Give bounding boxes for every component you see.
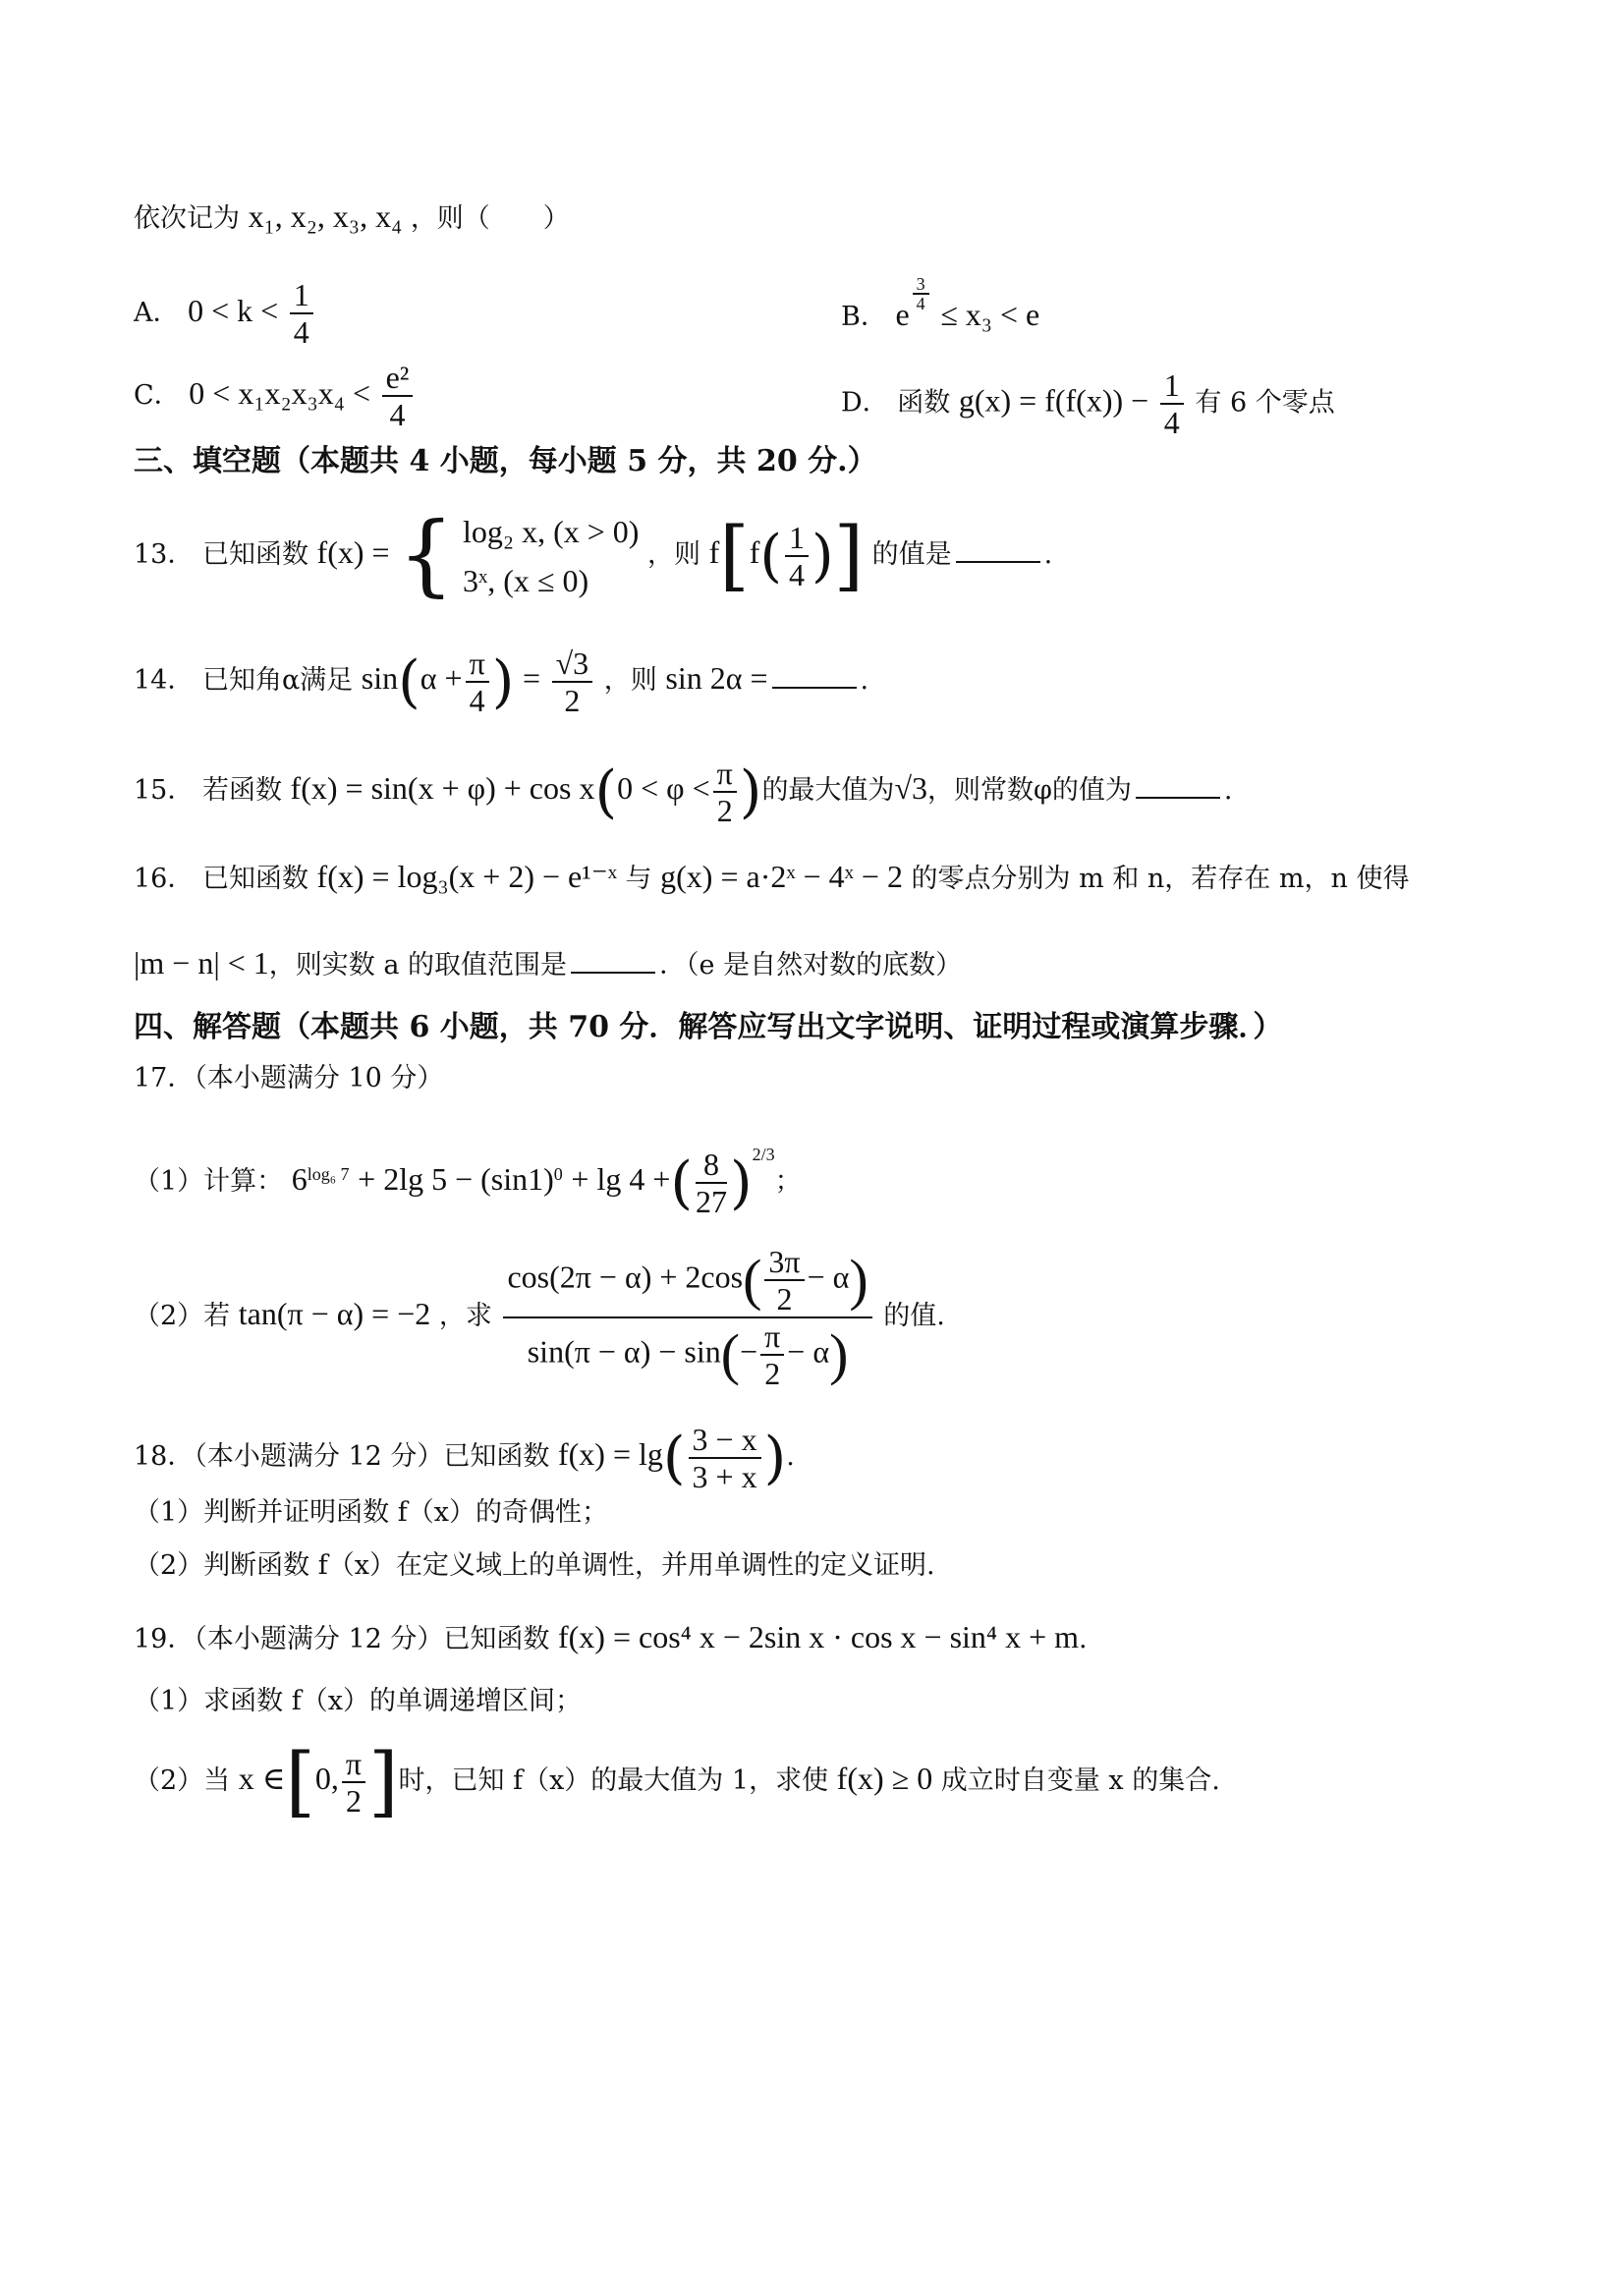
q17-p1-num: 8 <box>696 1147 727 1184</box>
option-a <box>134 277 316 350</box>
q14-four: 4 <box>469 682 485 718</box>
options-row-ab <box>134 274 1509 356</box>
option-a-den: 4 <box>293 314 309 350</box>
option-d <box>841 367 1335 440</box>
q17-p2-end: 的值. <box>883 1301 945 1331</box>
q13-number: 13． <box>134 539 195 570</box>
option-d-pre: 函数 <box>897 387 951 419</box>
q16-post: 的零点分别为 m 和 n，若存在 m，n 使得 <box>911 864 1410 894</box>
q17-p1-left-paren: ( <box>670 1148 694 1216</box>
q15-answer-blank[interactable] <box>1136 773 1220 799</box>
q19-p2-int-a: 0, <box>314 1761 339 1796</box>
q16-pre: 已知函数 <box>201 864 308 894</box>
q17-p2-numer-f-den: 2 <box>776 1280 793 1316</box>
q18-expr: f(x) = lg <box>557 1436 663 1472</box>
q17-p2-denom: sin(π − α) − sin <box>527 1332 721 1369</box>
q19-p2-fraction <box>342 1746 365 1819</box>
q13-end: . <box>1043 539 1053 570</box>
q19-p2-right-bracket: ] <box>368 1737 399 1826</box>
q13-answer-blank[interactable] <box>956 537 1040 563</box>
options-row-cd <box>134 360 1509 438</box>
option-b-exponent <box>913 275 929 312</box>
q14-pi: π <box>466 645 489 683</box>
q18-head <box>134 1415 1509 1493</box>
q13-fx: f(x) = <box>316 534 390 570</box>
q13-case-2: 3ˣ, (x ≤ 0) <box>463 562 589 598</box>
q17-p2-denom-f-num: π <box>760 1318 784 1356</box>
q13-den: 4 <box>789 556 805 592</box>
q13-fraction <box>785 520 809 592</box>
q14-number: 14． <box>134 665 195 696</box>
q19-expr: f(x) = cos⁴ x − 2sin x · cos x − sin⁴ x + m <box>557 1619 1079 1654</box>
q14-rden: 2 <box>564 682 581 718</box>
q13-inner-f: f <box>749 534 760 570</box>
q17-p2-denom-fraction <box>760 1318 784 1391</box>
q15-number: 15． <box>134 775 195 806</box>
q15-end: . <box>1223 775 1233 806</box>
q17-part-2 <box>134 1240 1509 1391</box>
q17-p2-numerator <box>503 1244 871 1318</box>
q19-p2-pi: π <box>342 1746 365 1783</box>
q14-right-paren: ) <box>491 647 515 715</box>
option-b-exp-den: 4 <box>916 294 925 313</box>
q17-p1-base: 6 <box>291 1161 308 1197</box>
q17-p2-denom-left-paren: ( <box>720 1321 741 1386</box>
option-a-num: 1 <box>290 277 313 314</box>
q16-g: g(x) = a·2ˣ − 4ˣ − 2 <box>660 859 903 894</box>
q16-and: 与 <box>625 864 652 894</box>
q16-f: f(x) = log₃(x + 2) − e¹⁻ˣ <box>316 859 617 894</box>
q16-post2: ，则实数 a 的取值范围是 <box>268 950 568 980</box>
q18-fraction <box>689 1422 761 1494</box>
q17-p2-denom-f-pre: − <box>740 1332 758 1369</box>
option-a-label: A． <box>134 297 180 328</box>
lead-line <box>134 196 1509 239</box>
q17-p1-mid: + 2lg 5 − (sin1) <box>358 1161 554 1197</box>
q14-rhs-fraction <box>552 645 593 718</box>
q16-line2: |m − n| < 1 <box>134 945 269 980</box>
q15-cond: 0 < φ < <box>617 770 710 806</box>
q15-max: √3 <box>894 770 927 806</box>
q19-end: . <box>1079 1624 1088 1654</box>
q18-head-text: 18．（本小题满分 12 分）已知函数 <box>134 1441 550 1472</box>
option-c-den: 4 <box>389 397 406 432</box>
q14-lhs: sin <box>361 660 399 696</box>
q14-answer-blank[interactable] <box>772 663 857 689</box>
question-13 <box>134 503 1509 607</box>
q14-end: . <box>860 665 869 696</box>
q17-p1-end: ； <box>774 1166 802 1197</box>
q17-p2-fraction <box>503 1244 871 1391</box>
q17-p2-label: （2）若 <box>134 1301 231 1331</box>
q14-arg: α + <box>420 660 463 696</box>
question-16 <box>134 847 1509 906</box>
q17-p2-numer-left-paren: ( <box>743 1247 762 1312</box>
option-a-fraction <box>290 277 313 350</box>
question-15 <box>134 749 1509 827</box>
q14-expr: sin 2α = <box>665 660 768 696</box>
q15-pi-fraction <box>713 756 737 828</box>
q17-p1-label: （1）计算： <box>134 1166 284 1197</box>
q19-head-text: 19．（本小题满分 12 分）已知函数 <box>134 1624 550 1654</box>
q17-p1-right-paren: ) <box>730 1148 753 1216</box>
q17-p2-numer-right-paren: ) <box>849 1247 868 1312</box>
q17-p2-denom-f-den: 2 <box>764 1355 781 1391</box>
q17-p2-ask: ，求 <box>438 1301 492 1331</box>
lead-vars: x₁, x₂, x₃, x₄ <box>248 198 403 234</box>
q18-left-paren: ( <box>662 1424 686 1491</box>
q17-p2-numer: cos(2π − α) + 2cos <box>507 1258 744 1294</box>
q13-left-paren: ( <box>759 522 782 589</box>
q17-p1-fraction <box>696 1147 727 1219</box>
q15-post2: ，则常数φ的值为 <box>927 775 1132 806</box>
q15-post: 的最大值为 <box>761 775 895 806</box>
q19-p2-x: x ∈ <box>238 1761 286 1796</box>
q15-right-paren: ) <box>739 757 762 825</box>
q18-part-2: （2）判断函数 f（x）在定义域上的单调性，并用单调性的定义证明. <box>134 1550 935 1581</box>
q19-p2-pre: （2）当 <box>134 1765 231 1796</box>
option-b <box>841 274 1040 337</box>
q17-p2-denominator <box>503 1318 871 1391</box>
question-16-line-2 <box>134 933 1509 992</box>
q18-part-1: （1）判断并证明函数 f（x）的奇偶性； <box>134 1497 608 1528</box>
q13-case-1: log₂ x, (x > 0) <box>463 513 640 549</box>
q16-number: 16． <box>134 864 195 894</box>
q17-p2-denom-right-paren: ) <box>829 1321 849 1386</box>
question-14 <box>134 639 1509 717</box>
q14-left-paren: ( <box>398 647 420 715</box>
option-c <box>134 360 416 432</box>
option-d-num: 1 <box>1160 367 1184 405</box>
option-b-label: B． <box>841 302 887 332</box>
q17-p1-lg: + lg 4 + <box>571 1161 671 1197</box>
q13-post: 的值是 <box>871 539 952 570</box>
section-3-title: 三、填空题（本题共 4 小题，每小题 5 分，共 20 分.） <box>134 444 877 478</box>
q13-cases <box>463 507 639 605</box>
option-b-exp-num: 3 <box>913 275 929 295</box>
q18-num: 3 − x <box>689 1422 761 1459</box>
q13-right-bracket: ] <box>833 511 865 600</box>
q18-den: 3 + x <box>692 1458 757 1494</box>
q16-answer-blank[interactable] <box>571 948 655 974</box>
option-c-fraction <box>382 360 414 432</box>
q15-two: 2 <box>716 792 733 828</box>
q13-brace: { <box>398 503 455 607</box>
q14-pre: 已知角α满足 <box>201 665 354 696</box>
q18-right-paren: ) <box>763 1424 787 1491</box>
q18-end: . <box>786 1441 795 1472</box>
option-b-rest: ≤ x₃ < e <box>940 297 1040 332</box>
q13-outer-f: f <box>708 534 720 570</box>
q15-left-paren: ( <box>594 757 618 825</box>
q13-mid: ，则 <box>647 539 701 570</box>
q19-p2-cond: f(x) ≥ 0 <box>836 1761 933 1796</box>
option-b-base: e <box>895 297 910 332</box>
option-d-fraction <box>1160 367 1184 440</box>
option-d-expr: g(x) = f(f(x)) − <box>958 382 1149 419</box>
option-c-label: C． <box>134 379 181 411</box>
option-a-text: 0 < k < <box>188 292 279 328</box>
q17-p2-numer-f-num: 3π <box>764 1244 804 1281</box>
q15-pre: 若函数 <box>201 775 282 806</box>
q17-p1-den: 27 <box>696 1183 728 1219</box>
q17-p1-zero: 0 <box>553 1164 563 1184</box>
option-d-label: D． <box>841 387 889 419</box>
option-c-num: e² <box>382 360 414 397</box>
lead-tail: ，则（ ） <box>410 203 570 234</box>
q17-p2-cond: tan(π − α) = −2 <box>238 1296 431 1331</box>
lead-intro: 依次记为 <box>134 203 240 234</box>
q19-part-1: （1）求函数 f（x）的单调递增区间； <box>134 1686 582 1716</box>
q19-p2-end: 成立时自变量 x 的集合. <box>940 1765 1220 1796</box>
q17-p2-numer-tail: − α <box>807 1258 850 1294</box>
option-c-text: 0 < x₁x₂x₃x₄ < <box>189 374 370 411</box>
q17-head: 17．（本小题满分 10 分） <box>134 1063 444 1093</box>
q16-end: ．（e 是自然对数的底数） <box>659 950 963 980</box>
q13-num: 1 <box>785 520 809 557</box>
q15-expr: f(x) = sin(x + φ) + cos x <box>290 770 595 806</box>
q19-part-2 <box>134 1737 1509 1826</box>
q13-left-bracket: [ <box>719 511 750 600</box>
section-4-title: 四、解答题（本题共 6 小题，共 70 分．解答应写出文字说明、证明过程或演算步骤．） <box>134 1010 1283 1044</box>
q14-rnum: √3 <box>552 645 593 683</box>
option-d-den: 4 <box>1163 405 1180 440</box>
q15-pi: π <box>713 756 737 793</box>
q17-p2-numer-fraction <box>764 1244 804 1316</box>
q17-p2-denom-tail: − α <box>787 1332 830 1369</box>
q19-p2-two: 2 <box>345 1782 362 1819</box>
q19-p2-mid: 时，已知 f（x）的最大值为 1，求使 <box>398 1765 829 1796</box>
q17-p1-power: 2/3 <box>752 1145 775 1164</box>
q13-pre: 已知函数 <box>201 539 308 570</box>
q14-pi-fraction <box>466 645 489 718</box>
q19-p2-left-bracket: [ <box>285 1737 315 1826</box>
q14-eq: = <box>522 660 541 696</box>
q17-p1-exp: log₆ 7 <box>307 1164 350 1184</box>
q19-head <box>134 1607 1509 1666</box>
option-d-post: 有 6 个零点 <box>1195 387 1335 419</box>
q17-part-1 <box>134 1130 1509 1218</box>
q13-right-paren: ) <box>812 522 834 589</box>
q14-mid: ，则 <box>603 665 657 696</box>
